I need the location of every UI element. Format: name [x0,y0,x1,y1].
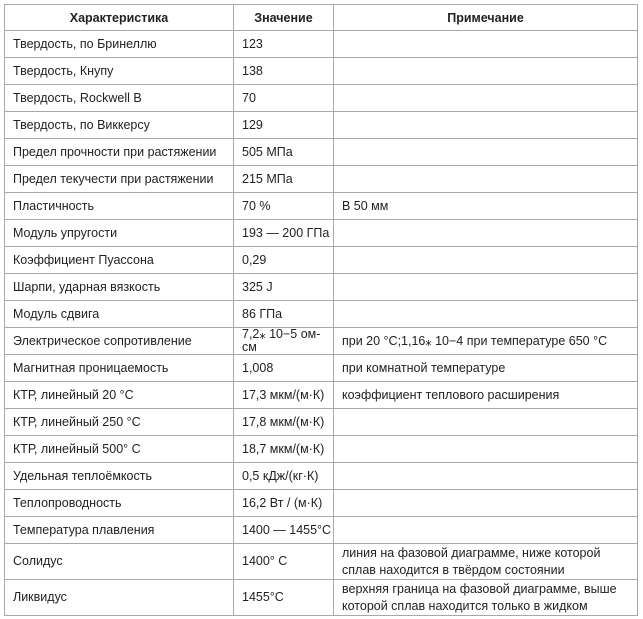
cell-value: 123 [234,31,334,58]
header-note: Примечание [334,5,638,31]
cell-note [334,301,638,328]
cell-name: КТР, линейный 500° C [5,436,234,463]
cell-value: 1455°C [234,580,334,616]
cell-value: 17,8 мкм/(м·К) [234,409,334,436]
cell-name: Предел текучести при растяжении [5,166,234,193]
cell-name: Предел прочности при растяжении [5,139,234,166]
cell-note: линия на фазовой диаграмме, ниже которой сплав находится в твёрдом состоянии [334,544,638,580]
cell-note [334,220,638,247]
table-row [5,436,638,463]
cell-name: Ликвидус [5,580,234,616]
cell-note: коэффициент теплового расширения [334,382,638,409]
cell-value: 17,3 мкм/(м·К) [234,382,334,409]
cell-note [334,166,638,193]
table-row [5,580,638,616]
table-row [5,382,638,409]
table-row [5,139,638,166]
cell-note [334,247,638,274]
cell-name: Солидус [5,544,234,580]
cell-name: Магнитная проницаемость [5,355,234,382]
cell-name: Электрическое сопротивление [5,328,234,355]
cell-note [334,85,638,112]
cell-note [334,490,638,517]
table-row [5,193,638,220]
cell-name: Пластичность [5,193,234,220]
cell-name: Модуль упругости [5,220,234,247]
cell-note [334,58,638,85]
cell-value: 18,7 мкм/(м·К) [234,436,334,463]
cell-name: Твердость, Rockwell B [5,85,234,112]
cell-value: 86 ГПа [234,301,334,328]
table-row [5,355,638,382]
cell-value: 16,2 Вт / (м·К) [234,490,334,517]
cell-value: 0,29 [234,247,334,274]
table-row [5,58,638,85]
table-row [5,85,638,112]
header-value: Значение [234,5,334,31]
cell-name: Коэффициент Пуассона [5,247,234,274]
table-row [5,274,638,301]
cell-name: Температура плавления [5,517,234,544]
table-row [5,112,638,139]
cell-name: Шарпи, ударная вязкость [5,274,234,301]
cell-value: 193 — 200 ГПа [234,220,334,247]
cell-note: верхняя граница на фазовой диаграмме, выше которой сплав находится только в жидком [334,580,638,616]
cell-value: 505 МПа [234,139,334,166]
cell-value: 70 % [234,193,334,220]
table-row [5,301,638,328]
cell-value: 1,008 [234,355,334,382]
cell-note [334,139,638,166]
cell-value [234,328,334,355]
cell-value: 1400° C [234,544,334,580]
cell-value: 1400 — 1455°C [234,517,334,544]
table-row [5,463,638,490]
cell-note [334,436,638,463]
cell-note [334,463,638,490]
header-characteristic: Характеристика [5,5,234,31]
properties-table [4,4,638,616]
table-row [5,490,638,517]
table-row [5,328,638,355]
cell-note [334,31,638,58]
cell-name: Твердость, по Виккерсу [5,112,234,139]
cell-name: Модуль сдвига [5,301,234,328]
cell-note [334,274,638,301]
cell-note [334,409,638,436]
cell-name: Удельная теплоёмкость [5,463,234,490]
table-row [5,517,638,544]
table-row [5,220,638,247]
cell-note: В 50 мм [334,193,638,220]
table-row [5,31,638,58]
cell-name: КТР, линейный 250 °C [5,409,234,436]
cell-name: Теплопроводность [5,490,234,517]
header-row [5,5,638,31]
cell-name: КТР, линейный 20 °C [5,382,234,409]
cell-note [334,517,638,544]
cell-note [334,112,638,139]
cell-value: 70 [234,85,334,112]
cell-value: 129 [234,112,334,139]
cell-value: 325 J [234,274,334,301]
cell-value: 215 МПа [234,166,334,193]
table-row [5,247,638,274]
cell-name: Твердость, по Бринеллю [5,31,234,58]
table-row [5,166,638,193]
cell-name: Твердость, Кнупу [5,58,234,85]
table-row [5,544,638,580]
table-row [5,409,638,436]
cell-value-text: 7,2⁎ 10−5 ом-см [242,328,321,354]
cell-note: при 20 °C;1,16⁎ 10−4 при температуре 650 °C [334,328,638,355]
cell-value: 0,5 кДж/(кг·К) [234,463,334,490]
cell-value: 138 [234,58,334,85]
cell-note: при комнатной температуре [334,355,638,382]
